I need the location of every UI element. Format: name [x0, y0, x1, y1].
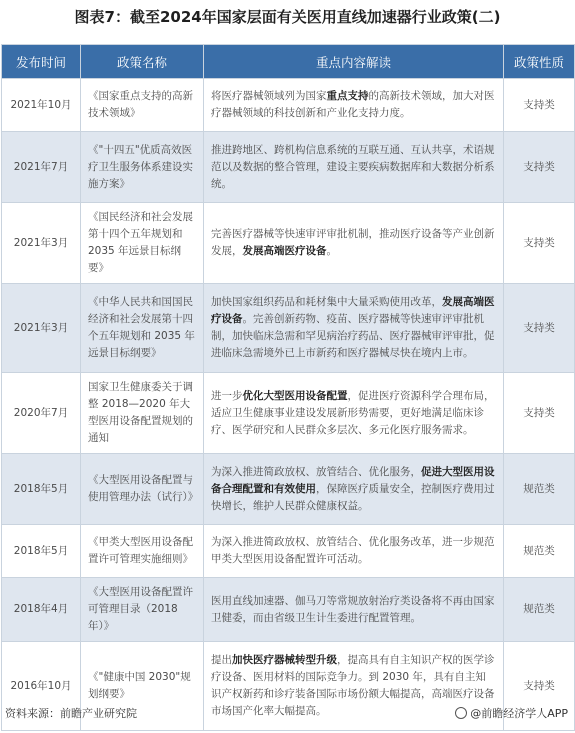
content-text: 。完善创新药物、疫苗、医疗器械等快速审评审批机制，加快临床急需和罕见病治疗药品、医疗器械审评审批，促进临床急需境外已上市新药和医疗器械尽快在境内上市。	[211, 313, 495, 359]
content-text: 完善医疗器械等快速审评审批机制，推动医疗设备等产业创新发展，	[211, 228, 495, 257]
content-text: 推进跨地区、跨机构信息系统的互联互通、互认共享，术语规范以及数据的整合管理，建设主要疾病数据库和大数据分析系统。	[211, 143, 495, 190]
table-row	[2, 525, 575, 578]
cell-policy-type: 支持类	[504, 132, 575, 203]
cell-policy-type: 规范类	[504, 578, 575, 642]
content-text: ，提高具有自主知识产权的医学诊疗设备、医用材料的国际竞争力。到 2030 年，具有自主知识产权新药和诊疗装备国际市场份额大幅提高，高端医疗设备市场国产化率大幅提高。	[211, 654, 495, 717]
cell-policy-name: 《"十四五"优质高效医疗卫生服务体系建设实施方案》	[81, 132, 204, 203]
cell-date: 2020年7月	[2, 373, 81, 454]
content-text: 医用直线加速器、伽马刀等常规放射治疗类设备将不再由国家卫健委，而由省级卫生计生委进行配置管理。	[211, 594, 495, 624]
cell-policy-type: 支持类	[504, 79, 575, 132]
policy-table	[1, 44, 575, 731]
cell-key-content	[204, 373, 504, 454]
cell-policy-type: 支持类	[504, 373, 575, 454]
content-text: 为深入推进简政放权、放管结合、优化服务改革，进一步规范甲类大型医用设备配置许可活动。	[211, 536, 495, 565]
header-date: 发布时间	[2, 45, 81, 79]
content-text: 进一步	[211, 389, 243, 402]
cell-policy-name: 《大型医用设备配置与使用管理办法（试行）》	[81, 454, 204, 525]
brand	[455, 705, 568, 721]
cell-policy-name: 《"健康中国 2030"规划纲要》	[81, 642, 204, 731]
page-title: 图表7：截至2024年国家层面有关医用直线加速器行业政策(二)	[74, 8, 501, 26]
header-policy-name: 政策名称	[81, 45, 204, 79]
cell-key-content	[204, 578, 504, 642]
content-text: 为深入推进简政放权、放管结合、优化服务，	[211, 465, 421, 478]
table-row	[2, 79, 575, 132]
cell-date: 2016年10月	[2, 642, 81, 731]
table-row	[2, 203, 575, 284]
content-text: 。	[326, 245, 337, 257]
cell-policy-type: 支持类	[504, 284, 575, 373]
content-text: 的高新技术领域，加大对医疗器械领域的科技创新和产业化支持力度。	[211, 90, 495, 119]
table-row	[2, 284, 575, 373]
highlight-text: 重点支持	[326, 90, 369, 102]
header-policy-type: 政策性质	[504, 45, 575, 79]
highlight-text: 优化大型医用设备配置	[242, 389, 348, 402]
qianzhan-logo-icon	[455, 707, 467, 719]
content-text: ，保障医疗质量安全，控制医疗费用过快增长，维护人民群众健康权益。	[211, 482, 495, 512]
cell-policy-name: 国家卫生健康委关于调整 2018—2020 年大型医用设备配置规划的通知	[81, 373, 204, 454]
content-text: 加快国家组织药品和耗材集中大量采购使用改革，	[211, 296, 442, 308]
content-text: 将医疗器械领域列为国家	[211, 90, 327, 102]
cell-key-content	[204, 203, 504, 284]
brand-text: @前瞻经济学人APP	[470, 707, 568, 720]
cell-policy-type: 规范类	[504, 454, 575, 525]
cell-policy-type: 规范类	[504, 525, 575, 578]
table-row	[2, 578, 575, 642]
header-key-content: 重点内容解读	[204, 45, 504, 79]
table-row	[2, 454, 575, 525]
cell-date: 2021年10月	[2, 79, 81, 132]
highlight-text: 促进大型医用设备合理配置和有效使用	[211, 465, 495, 495]
source-text: 资料来源：前瞻产业研究院	[5, 707, 137, 720]
cell-date: 2018年4月	[2, 578, 81, 642]
cell-policy-name: 《甲类大型医用设备配置许可管理实施细则》	[81, 525, 204, 578]
cell-key-content	[204, 284, 504, 373]
cell-date: 2021年7月	[2, 132, 81, 203]
content-text: 提出	[211, 654, 232, 666]
table-row	[2, 373, 575, 454]
cell-key-content	[204, 132, 504, 203]
cell-key-content	[204, 525, 504, 578]
cell-key-content	[204, 454, 504, 525]
cell-policy-type: 支持类	[504, 642, 575, 731]
cell-date: 2021年3月	[2, 203, 81, 284]
content-text: ，促进医疗资源科学合理布局，适应卫生健康事业建设发展新形势需要，更好地满足临床诊疗、医学研究和人民群众多层次、多元化医疗服务需求。	[211, 389, 495, 436]
highlight-text: 发展高端医疗设备	[242, 245, 327, 257]
cell-policy-name: 《国家重点支持的高新技术领域》	[81, 79, 204, 132]
cell-date: 2021年3月	[2, 284, 81, 373]
cell-date: 2018年5月	[2, 454, 81, 525]
cell-policy-name: 《大型医用设备配置许可管理目录（2018 年）》	[81, 578, 204, 642]
cell-policy-type: 支持类	[504, 203, 575, 284]
highlight-text: 加快医疗器械转型升级	[232, 654, 337, 666]
cell-date: 2018年5月	[2, 525, 81, 578]
highlight-text: 发展高端医疗设备	[211, 296, 495, 325]
cell-policy-name: 《国民经济和社会发展第十四个五年规划和 2035 年远景目标纲要》	[81, 203, 204, 284]
table-row	[2, 132, 575, 203]
table-header-row	[2, 45, 575, 79]
cell-key-content	[204, 79, 504, 132]
footer	[5, 705, 568, 721]
cell-policy-name: 《中华人民共和国国民经济和社会发展第十四个五年规划和 2035 年远景目标纲要》	[81, 284, 204, 373]
